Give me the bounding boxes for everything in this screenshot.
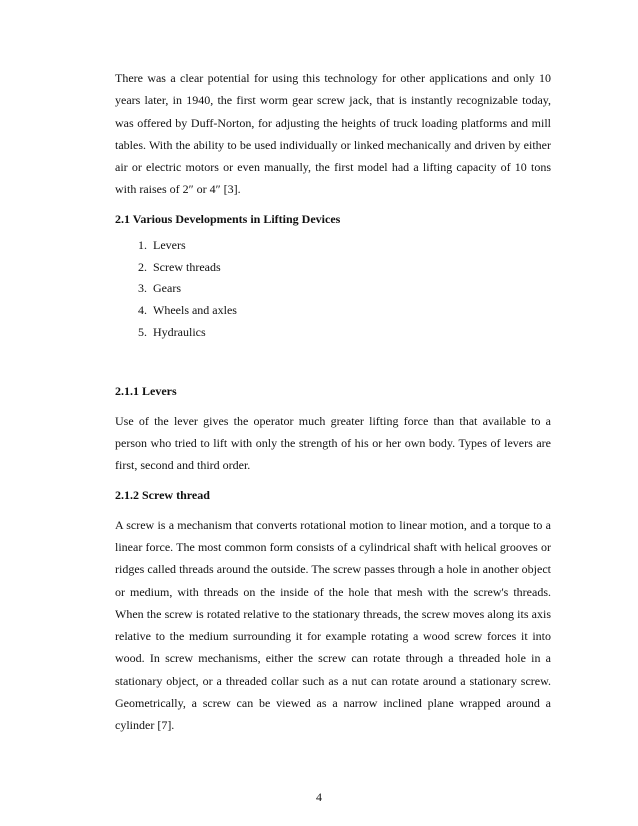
list-item: 2. Screw threads [150,257,551,279]
intro-paragraph: There was a clear potential for using this technology for other applications and only 10 years later, in 1940, the first worm gear screw jack, that is instantly recognizable today, was offered by Duff-Norton, for adjusting the heights of truck loading platforms and mill tables. With the ability to be used individually or linked mechanically and driven by either air or electric motors or even manually, the first model had a lifting capacity of 10 tons with raises of 2″ or 4″ [3]. [115,71,551,197]
section-heading-2-1: 2.1 Various Developments in Lifting Devices [115,211,341,226]
list-item: 4. Wheels and axles [150,300,551,322]
section-heading-2-1-2: 2.1.2 Screw thread [115,487,210,502]
screw-thread-paragraph: A screw is a mechanism that converts rotational motion to linear motion, and a torque to a linear force. The most common form consists of a cylindrical shaft with helical grooves or ridges called threads around the outside. The screw passes through a hole in another object or medium, with threads on the inside of the hole that mesh with the screw's threads. When the screw is rotated relative to the stationary threads, the screw moves along its axis relative to the medium surrounding it for example rotating a wood screw forces it into wood. In screw mechanisms, either the screw can rotate through a threaded hole in a stationary object, or a threaded collar such as a nut can rotate around a stationary screw. Geometrically, a screw can be viewed as a narrow inclined plane wrapped around a cylinder [7]. [115,517,551,733]
levers-paragraph: Use of the lever gives the operator much greater lifting force than that available to a person who tried to lift with only the strength of his or her own body. Types of levers are first, second and third order. [115,413,551,473]
section-heading-2-1-1: 2.1.1 Levers [115,383,177,398]
list-item: 5. Hydraulics [150,322,551,344]
list-item: 3. Gears [150,278,551,300]
list-item: 1. Levers [150,235,551,257]
lifting-devices-list [115,235,551,344]
page-number: 4 [316,790,322,804]
